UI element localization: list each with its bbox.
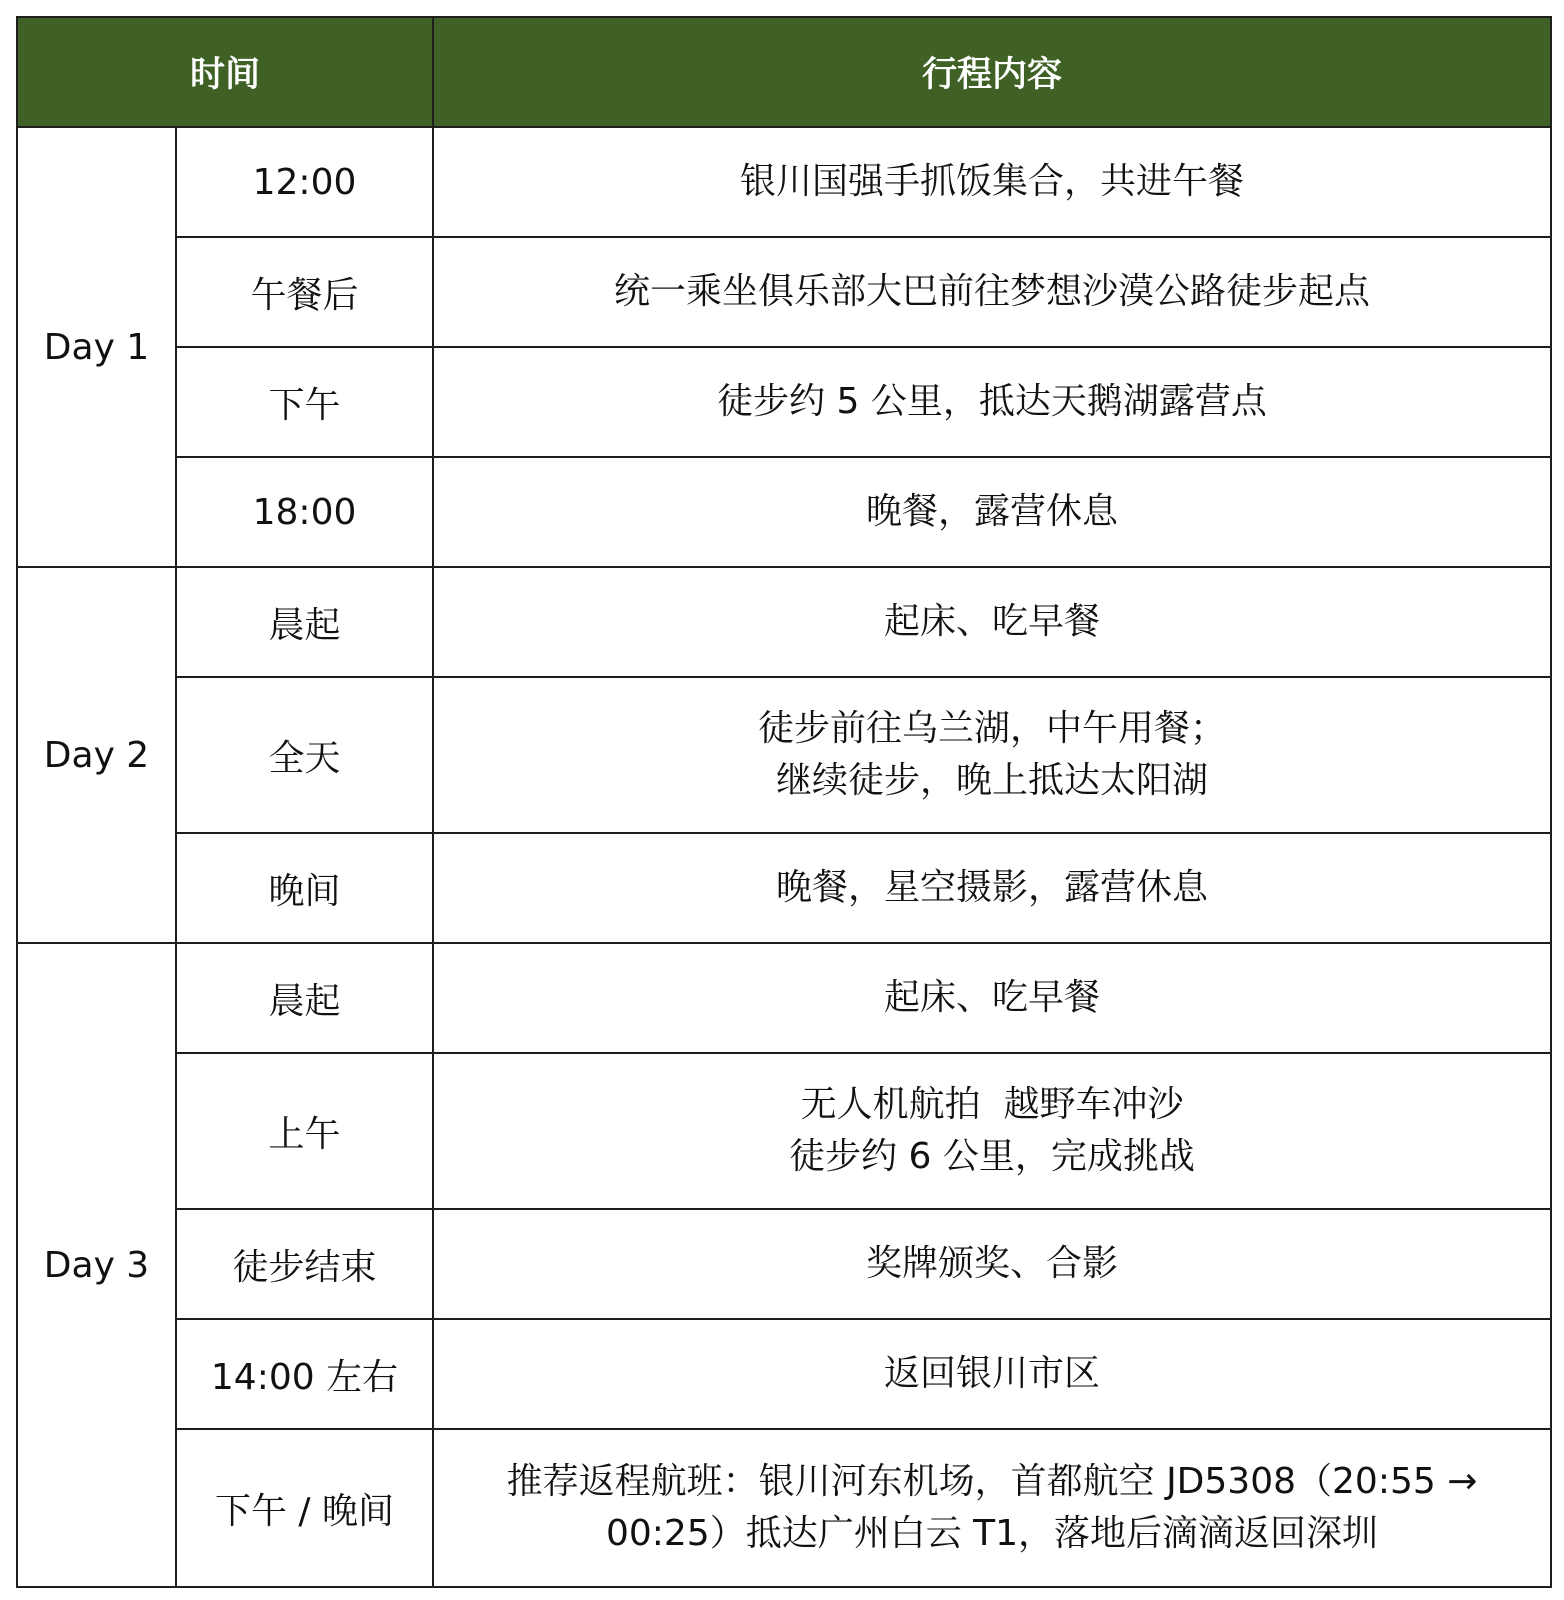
table-header-row [17, 17, 1551, 127]
day-label: Day 3 [17, 943, 176, 1587]
content-line: 徒步前往乌兰湖，中午用餐； [758, 708, 1227, 749]
table-row [17, 943, 1551, 1053]
itinerary-table [16, 16, 1552, 1588]
time-cell: 晨起 [176, 943, 433, 1053]
content-line: 继续徒步，晚上抵达太阳湖 [776, 760, 1209, 801]
content-cell [433, 127, 1551, 237]
content-cell [433, 833, 1551, 943]
time-cell: 12:00 [176, 127, 433, 237]
time-cell: 下午 [176, 347, 433, 457]
table-row [17, 457, 1551, 567]
content-line: 徒步约 5 公里，抵达天鹅湖露营点 [717, 381, 1267, 422]
table-row [17, 237, 1551, 347]
day-label: Day 1 [17, 127, 176, 567]
content-cell [433, 1209, 1551, 1319]
time-cell: 上午 [176, 1053, 433, 1209]
content-cell [433, 1429, 1551, 1587]
content-line: 推荐返程航班：银川河东机场，首都航空 JD5308（20:55 → [506, 1461, 1478, 1502]
content-line: 无人机航拍 越野车冲沙 [800, 1084, 1184, 1125]
content-line: 晚餐，星空摄影，露营休息 [776, 867, 1209, 908]
content-cell [433, 347, 1551, 457]
content-line: 徒步约 6 公里，完成挑战 [789, 1136, 1195, 1177]
content-line: 统一乘坐俱乐部大巴前往梦想沙漠公路徒步起点 [614, 271, 1371, 312]
table-row [17, 1053, 1551, 1209]
time-cell: 午餐后 [176, 237, 433, 347]
time-cell: 晨起 [176, 567, 433, 677]
content-cell [433, 1053, 1551, 1209]
content-cell [433, 943, 1551, 1053]
content-cell [433, 457, 1551, 567]
time-cell: 下午 / 晚间 [176, 1429, 433, 1587]
table-row [17, 567, 1551, 677]
table-row [17, 1209, 1551, 1319]
content-line: 银川国强手抓饭集合，共进午餐 [740, 161, 1245, 202]
table-row [17, 127, 1551, 237]
header-content: 行程内容 [433, 17, 1551, 127]
content-line: 00:25）抵达广州白云 T1，落地后滴滴返回深圳 [605, 1513, 1379, 1554]
content-line: 奖牌颁奖、合影 [866, 1243, 1119, 1284]
time-cell: 徒步结束 [176, 1209, 433, 1319]
table-row [17, 833, 1551, 943]
time-cell: 全天 [176, 677, 433, 833]
content-cell [433, 677, 1551, 833]
day-label: Day 2 [17, 567, 176, 943]
time-cell: 晚间 [176, 833, 433, 943]
table-row [17, 1429, 1551, 1587]
content-cell [433, 567, 1551, 677]
content-cell [433, 1319, 1551, 1429]
time-cell: 14:00 左右 [176, 1319, 433, 1429]
content-line: 起床、吃早餐 [884, 601, 1101, 642]
table-row [17, 677, 1551, 833]
content-line: 起床、吃早餐 [884, 977, 1101, 1018]
content-line: 晚餐，露营休息 [866, 491, 1119, 532]
header-time: 时间 [17, 17, 433, 127]
table-row [17, 1319, 1551, 1429]
content-line: 返回银川市区 [884, 1353, 1101, 1394]
time-cell: 18:00 [176, 457, 433, 567]
table-row [17, 347, 1551, 457]
content-cell [433, 237, 1551, 347]
